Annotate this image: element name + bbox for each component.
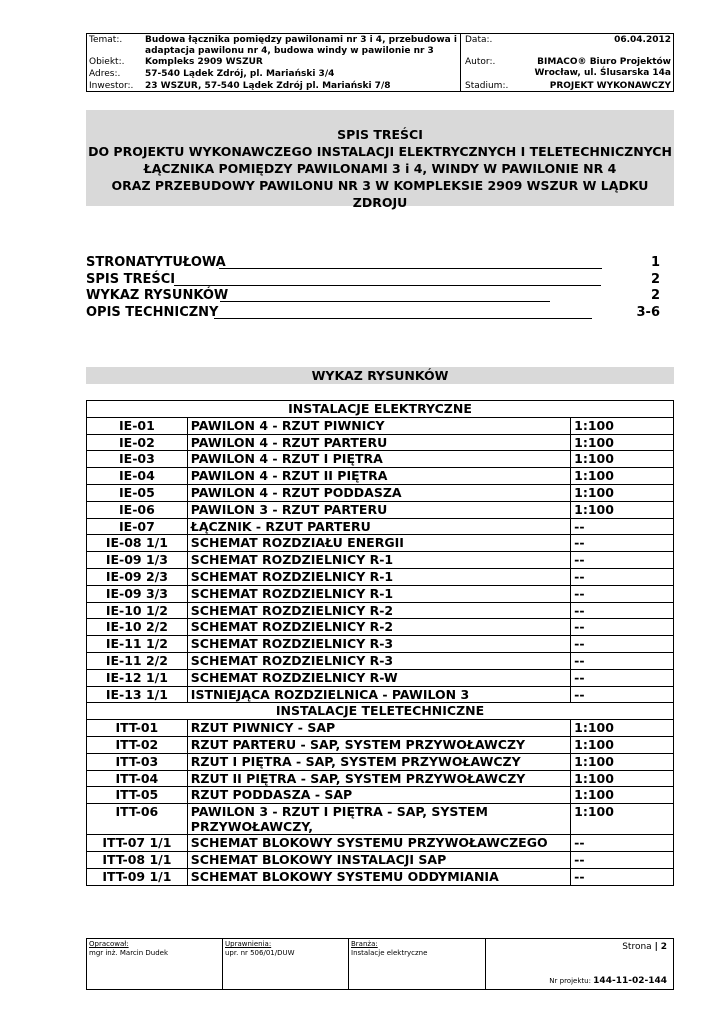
drawing-scale: 1:100 (571, 501, 674, 518)
branza-label: Branża: (351, 940, 378, 948)
toc-label: STRONATYTUŁOWA (86, 255, 226, 270)
obiekt-value: Kompleks 2909 WSZUR (145, 57, 263, 67)
drawing-name: SCHEMAT ROZDZIELNICY R-3 (187, 636, 570, 653)
header-obiekt-row (87, 57, 460, 68)
drawing-scale: -- (571, 686, 674, 703)
drawing-name: SCHEMAT ROZDZIELNICY R-W (187, 669, 570, 686)
drawing-scale: -- (571, 868, 674, 885)
header-stadium-row (461, 81, 675, 92)
drawing-number: IE-08 1/1 (87, 535, 188, 552)
drawing-number: ITT-05 (87, 787, 188, 804)
toc-label: WYKAZ RYSUNKÓW (86, 288, 229, 303)
drawing-number: ITT-09 1/1 (87, 868, 188, 885)
drawing-scale: 1:100 (571, 484, 674, 501)
stadium-label: Stadium:. (465, 81, 509, 91)
drawing-number: ITT-03 (87, 753, 188, 770)
drawing-name: RZUT PARTERU - SAP, SYSTEM PRZYWOŁAWCZY (187, 736, 570, 753)
autor-value (535, 57, 671, 79)
table-row (87, 552, 674, 569)
data-label: Data:. (465, 35, 493, 45)
temat-value: Budowa łącznika pomiędzy pawilonami nr 3 i 4, przebudowa i adaptacja pawilonu nr 4, budowa windy w pawilonie nr 3 (145, 35, 457, 56)
data-value: 06.04.2012 (614, 35, 671, 45)
header-data-row (461, 35, 675, 46)
drawing-number: ITT-08 1/1 (87, 851, 188, 868)
drawing-number: ITT-04 (87, 770, 188, 787)
footer-box (86, 938, 674, 990)
toc-leader (214, 318, 592, 319)
drawing-number: IE-09 3/3 (87, 585, 188, 602)
drawing-scale: -- (571, 602, 674, 619)
adres-label: Adres:. (89, 69, 121, 79)
footer-license-cell (223, 939, 349, 989)
telecom-section-row (87, 703, 674, 720)
drawing-number: IE-10 2/2 (87, 619, 188, 636)
drawing-scale: 1:100 (571, 736, 674, 753)
drawing-number: IE-11 2/2 (87, 652, 188, 669)
title-block (86, 110, 674, 210)
drawing-name: SCHEMAT BLOKOWY INSTALACJI SAP (187, 851, 570, 868)
footer-author-cell (87, 939, 223, 989)
drawing-name: PAWILON 4 - RZUT PODDASZA (187, 484, 570, 501)
section-title: INSTALACJE TELETECHNICZNE (87, 703, 674, 720)
footer-branch-cell (349, 939, 486, 989)
table-row (87, 568, 674, 585)
uprawnienia-label: Uprawnienia: (225, 940, 272, 948)
drawing-scale: 1:100 (571, 451, 674, 468)
drawing-scale: -- (571, 535, 674, 552)
drawing-number: ITT-06 (87, 804, 188, 835)
drawing-number: IE-09 1/3 (87, 552, 188, 569)
table-row (87, 468, 674, 485)
drawing-name: SCHEMAT BLOKOWY SYSTEMU ODDYMIANIA (187, 868, 570, 885)
table-row (87, 501, 674, 518)
toc-page: 3-6 (636, 304, 660, 320)
drawing-number: IE-13 1/1 (87, 686, 188, 703)
drawing-number: IE-12 1/1 (87, 669, 188, 686)
toc-leader (220, 301, 550, 302)
header-temat-row (87, 35, 460, 57)
drawing-name: PAWILON 4 - RZUT PARTERU (187, 434, 570, 451)
table-row (87, 484, 674, 501)
autor-value-line1: BIMACO® Biuro Projektów (537, 57, 671, 67)
title-line-4: ORAZ PRZEBUDOWY PAWILONU NR 3 W KOMPLEKSIE 2909 WSZUR W LĄDKU ZDROJU (111, 178, 649, 210)
table-row (87, 417, 674, 434)
title-line-3: ŁĄCZNIKA POMIĘDZY PAWILONAMI 3 i 4, WINDY W PAWILONIE NR 4 (143, 161, 617, 176)
drawing-name: PAWILON 4 - RZUT PIWNICY (187, 417, 570, 434)
drawing-name: ŁĄCZNIK - RZUT PARTERU (187, 518, 570, 535)
header-adres-row (87, 69, 460, 80)
toc-entry (86, 305, 660, 322)
table-row (87, 787, 674, 804)
opracowal-value: mgr inż. Marcin Dudek (89, 949, 169, 957)
table-row (87, 535, 674, 552)
table-of-contents (86, 255, 660, 321)
drawing-number: ITT-01 (87, 720, 188, 737)
drawing-name: RZUT I PIĘTRA - SAP, SYSTEM PRZYWOŁAWCZY (187, 753, 570, 770)
drawing-name: ISTNIEJĄCA ROZDZIELNICA - PAWILON 3 (187, 686, 570, 703)
drawing-name: PAWILON 3 - RZUT I PIĘTRA - SAP, SYSTEM PRZYWOŁAWCZY, (187, 804, 570, 835)
strona-separator: | (654, 942, 658, 952)
table-row (87, 652, 674, 669)
drawing-name: SCHEMAT ROZDZIELNICY R-1 (187, 552, 570, 569)
drawing-number: IE-09 2/3 (87, 568, 188, 585)
toc-leader (174, 285, 601, 286)
autor-label: Autor:. (465, 57, 496, 67)
drawing-scale: 1:100 (571, 720, 674, 737)
inwestor-value: 23 WSZUR, 57-540 Lądek Zdrój pl. Mariański 7/8 (145, 81, 391, 91)
toc-label: OPIS TECHNICZNY (86, 304, 219, 320)
title-line-1: SPIS TREŚCI (337, 127, 423, 142)
drawing-name: PAWILON 4 - RZUT I PIĘTRA (187, 451, 570, 468)
drawing-number: IE-10 1/2 (87, 602, 188, 619)
table-row (87, 585, 674, 602)
toc-page: 2 (650, 288, 660, 303)
drawing-number: ITT-02 (87, 736, 188, 753)
drawings-heading: WYKAZ RYSUNKÓW (86, 367, 674, 384)
drawing-number: IE-02 (87, 434, 188, 451)
strona-value: 2 (660, 942, 667, 952)
temat-label: Temat:. (89, 35, 123, 45)
inwestor-label: Inwestor:. (89, 81, 134, 91)
nr-value: 144-11-02-144 (593, 976, 667, 986)
opracowal-label: Opracował: (89, 940, 129, 948)
toc-entry (86, 255, 660, 272)
table-row (87, 753, 674, 770)
drawings-table (86, 400, 674, 886)
table-row (87, 835, 674, 852)
drawing-name: RZUT PIWNICY - SAP (187, 720, 570, 737)
table-row (87, 602, 674, 619)
toc-label: SPIS TREŚCI (86, 271, 176, 287)
drawing-scale: -- (571, 585, 674, 602)
table-row (87, 868, 674, 885)
drawing-scale: 1:100 (571, 468, 674, 485)
drawing-name: SCHEMAT ROZDZIELNICY R-3 (187, 652, 570, 669)
toc-page: 1 (650, 255, 660, 270)
section-title: INSTALACJE ELEKTRYCZNE (87, 401, 674, 418)
table-row (87, 720, 674, 737)
table-row (87, 619, 674, 636)
table-row (87, 770, 674, 787)
table-row (87, 451, 674, 468)
drawing-number: IE-11 1/2 (87, 636, 188, 653)
drawing-scale: 1:100 (571, 770, 674, 787)
table-row (87, 434, 674, 451)
table-row (87, 851, 674, 868)
title-line-2: DO PROJEKTU WYKONAWCZEGO INSTALACJI ELEKTRYCZNYCH I TELETECHNICZNYCH (88, 144, 672, 159)
table-row (87, 636, 674, 653)
drawing-name: PAWILON 3 - RZUT PARTERU (187, 501, 570, 518)
drawing-scale: -- (571, 619, 674, 636)
drawing-number: IE-07 (87, 518, 188, 535)
drawing-name: SCHEMAT ROZDZIELNICY R-2 (187, 602, 570, 619)
table-row (87, 518, 674, 535)
drawing-name: SCHEMAT ROZDZIELNICY R-2 (187, 619, 570, 636)
drawing-scale: -- (571, 669, 674, 686)
page-number (622, 942, 667, 952)
autor-value-line2: Wrocław, ul. Ślusarska 14a (534, 68, 671, 78)
drawing-scale: -- (571, 518, 674, 535)
uprawnienia-value: upr. nr 506/01/DUW (225, 949, 295, 957)
drawing-name: RZUT PODDASZA - SAP (187, 787, 570, 804)
drawing-scale: 1:100 (571, 434, 674, 451)
branza-value: Instalacje elektryczne (351, 949, 428, 957)
drawing-number: IE-05 (87, 484, 188, 501)
stadium-value: PROJEKT WYKONAWCZY (549, 81, 671, 91)
drawing-scale: 1:100 (571, 417, 674, 434)
toc-page: 2 (650, 271, 660, 287)
drawing-number: IE-04 (87, 468, 188, 485)
drawing-scale: 1:100 (571, 804, 674, 835)
header-inwestor-row (87, 81, 460, 92)
table-row (87, 804, 674, 835)
drawing-number: ITT-07 1/1 (87, 835, 188, 852)
drawing-name: SCHEMAT ROZDZIELNICY R-1 (187, 568, 570, 585)
obiekt-label: Obiekt:. (89, 57, 125, 67)
drawing-scale: 1:100 (571, 753, 674, 770)
electrical-section-row (87, 401, 674, 418)
drawing-name: PAWILON 4 - RZUT II PIĘTRA (187, 468, 570, 485)
table-row (87, 669, 674, 686)
drawing-number: IE-03 (87, 451, 188, 468)
drawing-number: IE-01 (87, 417, 188, 434)
project-number (549, 976, 667, 986)
adres-value: 57-540 Lądek Zdrój, pl. Mariański 3/4 (145, 69, 335, 79)
drawing-scale: -- (571, 568, 674, 585)
header-autor-row (461, 57, 675, 79)
drawing-scale: -- (571, 851, 674, 868)
header-box (86, 33, 674, 92)
nr-label: Nr projektu: (549, 977, 591, 985)
drawing-name: RZUT II PIĘTRA - SAP, SYSTEM PRZYWOŁAWCZY (187, 770, 570, 787)
table-row (87, 686, 674, 703)
drawing-name: SCHEMAT ROZDZIELNICY R-1 (187, 585, 570, 602)
drawing-scale: -- (571, 835, 674, 852)
drawing-scale: -- (571, 652, 674, 669)
drawing-scale: -- (571, 552, 674, 569)
toc-leader (219, 268, 602, 269)
table-row (87, 736, 674, 753)
drawing-name: SCHEMAT ROZDZIAŁU ENERGII (187, 535, 570, 552)
strona-label: Strona (622, 942, 652, 952)
drawing-name: SCHEMAT BLOKOWY SYSTEMU PRZYWOŁAWCZEGO (187, 835, 570, 852)
drawing-scale: 1:100 (571, 787, 674, 804)
toc-entry (86, 288, 660, 305)
drawing-number: IE-06 (87, 501, 188, 518)
drawing-scale: -- (571, 636, 674, 653)
toc-entry (86, 272, 660, 289)
